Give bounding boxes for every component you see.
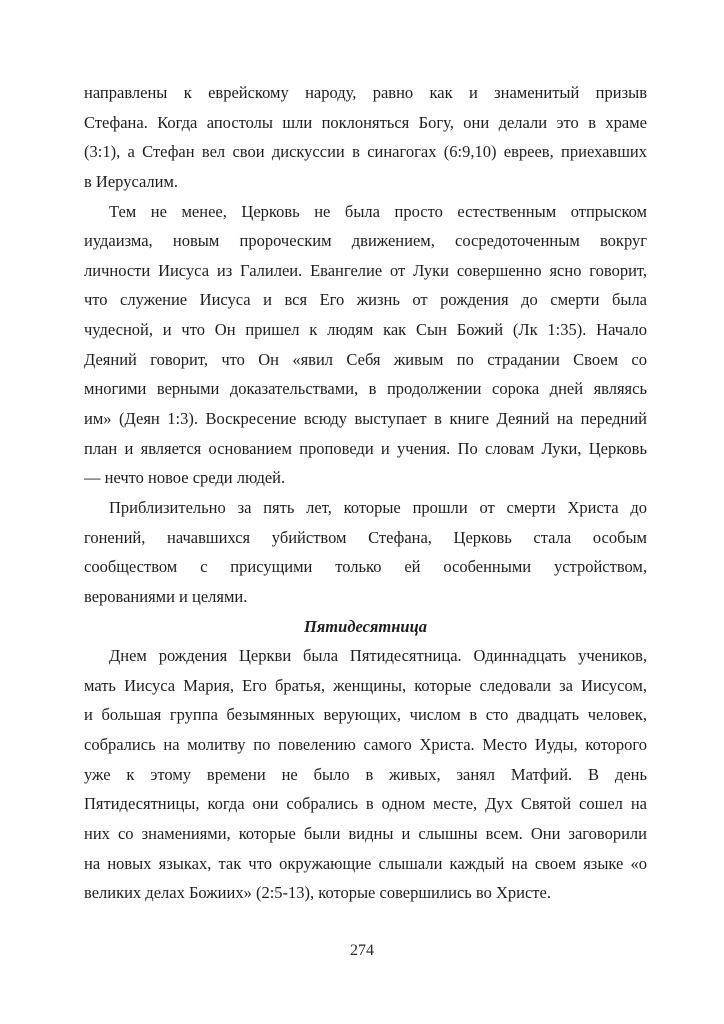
text-line: великих делах Божиих» (2:5-13), которые совершились во Христе. xyxy=(84,883,551,903)
paragraph xyxy=(84,641,647,908)
text-line: уже к этому времени не было в живых, занял Матфий. В день xyxy=(84,764,647,784)
text-line: верованиями и целями. xyxy=(84,586,248,606)
text-line: гонений, начавшихся убийством Стефана, Церковь стала особым xyxy=(84,527,647,547)
text-line: и большая группа безымянных верующих, числом в сто двадцать человек, xyxy=(84,705,647,725)
text-block xyxy=(84,78,647,908)
text-line: на новых языках, так что окружающие слышали каждый на своем языке «о xyxy=(84,853,647,873)
text-line: личности Иисуса из Галилеи. Евангелие от Луки совершенно ясно говорит, xyxy=(84,260,647,280)
text-line: Стефана. Когда апостолы шли поклоняться Богу, они делали это в храме xyxy=(84,112,647,132)
text-line: собрались на молитву по повелению самого Христа. Место Иуды, которого xyxy=(84,735,647,755)
paragraph xyxy=(84,197,647,493)
text-line: — нечто новое среди людей. xyxy=(84,468,286,488)
text-line: Тем не менее, Церковь не была просто естественным отпрыском xyxy=(109,201,647,221)
text-line: Деяний говорит, что Он «явил Себя живым по страдании Своем со xyxy=(84,349,647,369)
text-line: в Иерусалим. xyxy=(84,171,179,191)
text-line: мать Иисуса Мария, Его братья, женщины, которые следовали за Иисусом, xyxy=(84,675,647,695)
paragraph xyxy=(84,493,647,612)
text-line: многими верными доказательствами, в продолжении сорока дней являясь xyxy=(84,379,647,399)
text-line: Днем рождения Церкви была Пятидесятница. Одиннадцать учеников, xyxy=(109,646,647,666)
text-line: иудаизма, новым пророческим движением, сосредоточенным вокруг xyxy=(84,231,647,251)
text-line: Приблизительно за пять лет, которые прошли от смерти Христа до xyxy=(109,497,647,517)
text-line: им» (Деян 1:3). Воскресение всюду выступает в книге Деяний на передний xyxy=(84,409,647,429)
text-line: Пятидесятницы, когда они собрались в одном месте, Дух Святой сошел на xyxy=(84,794,647,814)
text-line: что служение Иисуса и вся Его жизнь от рождения до смерти была xyxy=(84,290,647,310)
text-line: чудесной, и что Он пришел к людям как Сын Божий (Лк 1:35). Начало xyxy=(84,320,647,340)
text-line: (3:1), а Стефан вел свои дискуссии в синагогах (6:9,10) евреев, приехавших xyxy=(84,142,647,162)
text-line: план и является основанием проповеди и учения. По словам Луки, Церковь xyxy=(84,438,647,458)
text-line: них со знамениями, которые были видны и слышны всем. Они заговорили xyxy=(84,824,647,844)
text-line: сообществом с присущими только ей особенными устройством, xyxy=(84,557,647,577)
section-heading: Пятидесятница xyxy=(303,616,428,636)
paragraph xyxy=(84,78,647,197)
text-line: направлены к еврейскому народу, равно как и знаменитый призыв xyxy=(84,83,647,102)
page-number: 274 xyxy=(350,942,374,959)
